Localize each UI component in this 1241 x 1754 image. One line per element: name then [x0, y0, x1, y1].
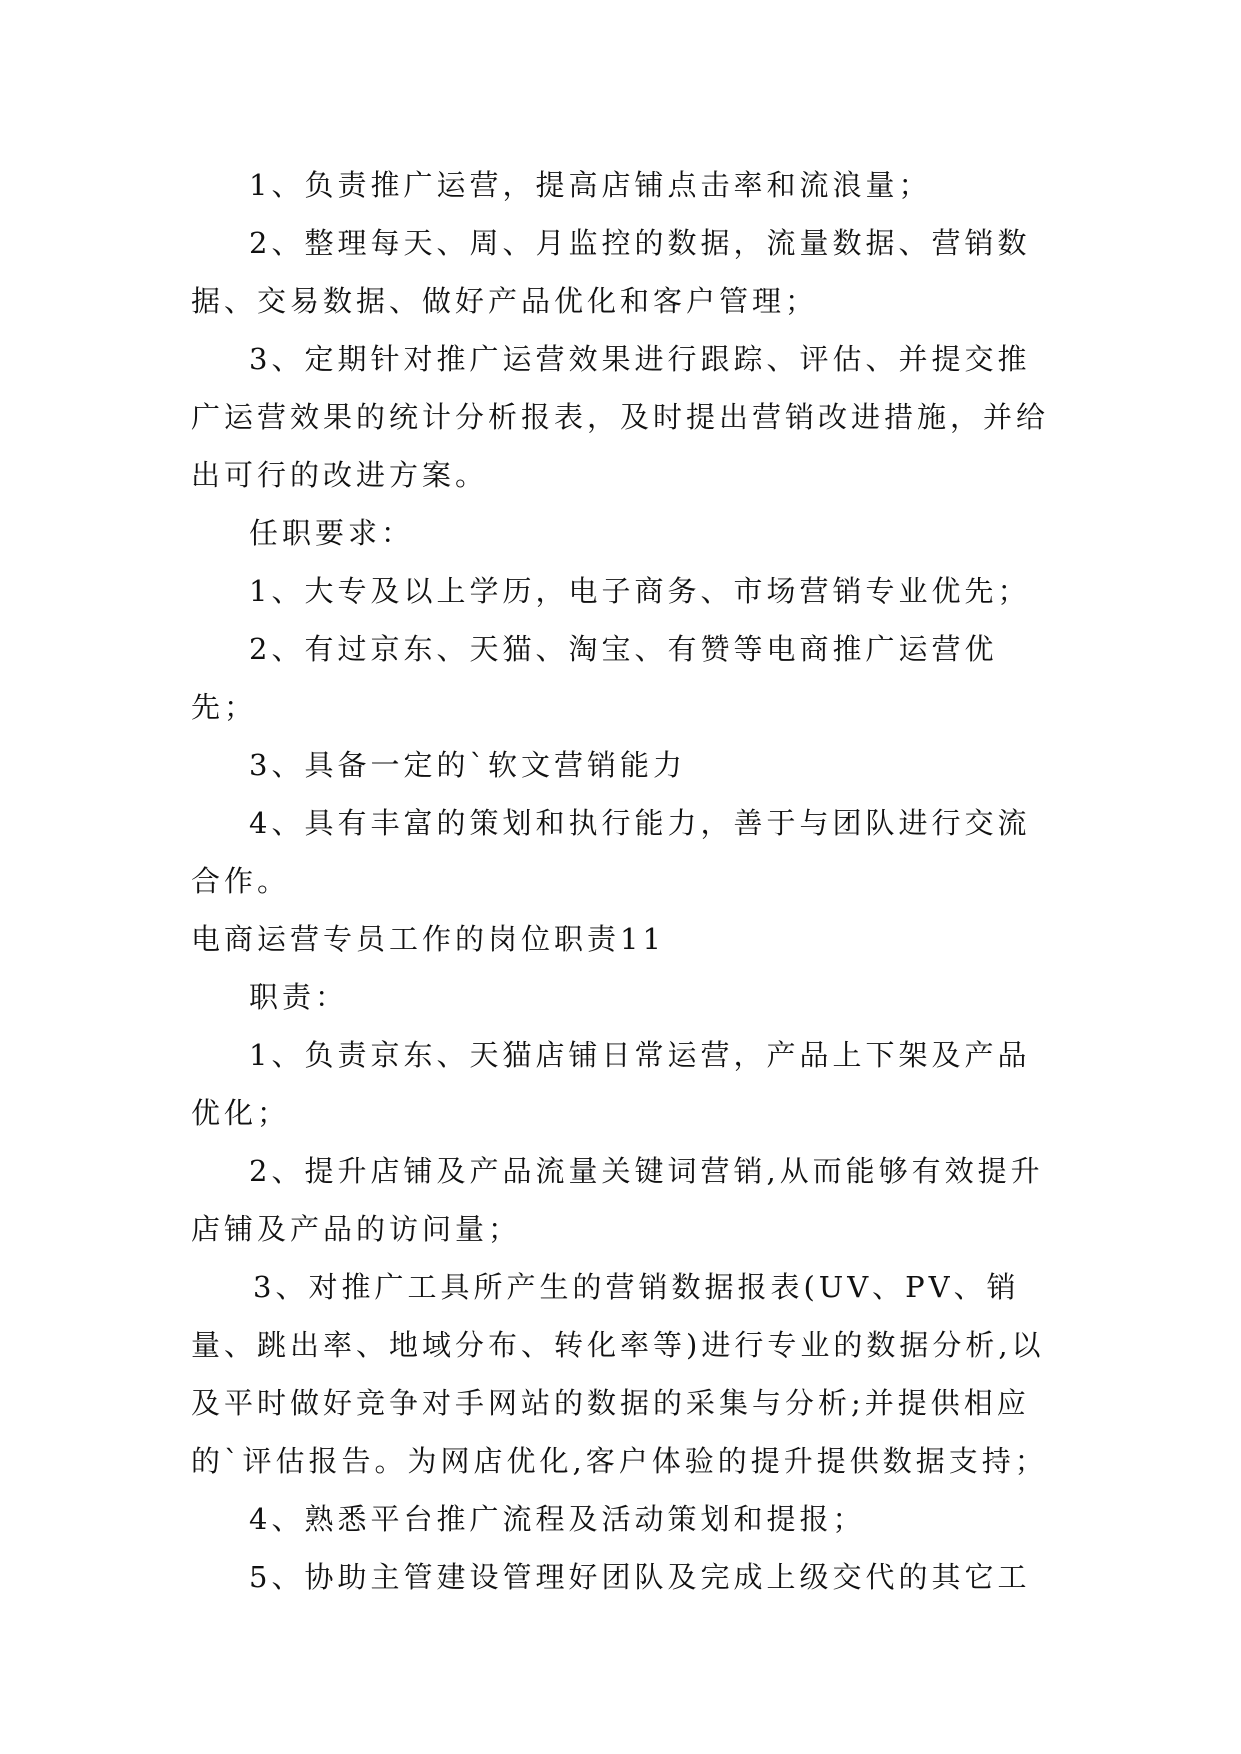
paragraph-requirement-2: 2、有过京东、天猫、淘宝、有赞等电商推广运营优先；	[191, 632, 998, 724]
paragraph-duty-b5: 5、协助主管建设管理好团队及完成上级交代的其它工	[249, 1560, 1031, 1594]
document-section-title: 电商运营专员工作的岗位职责11	[191, 922, 665, 956]
paragraph-duty-1: 1、负责推广运营，提高店铺点击率和流浪量；	[249, 168, 932, 202]
paragraph-duty-b4: 4、熟悉平台推广流程及活动策划和提报；	[249, 1502, 866, 1536]
paragraph-duty-b3: 3、对推广工具所产生的营销数据报表(UV、PV、销量、跳出率、地域分布、转化率等)进行专业的数据分析,以及平时做好竞争对手网站的数据的采集与分析;并提供相应的`评估报告。为网店优化,客户体验的提升提供数据支持；	[191, 1270, 1048, 1478]
paragraph-duty-b2: 2、提升店铺及产品流量关键词营销,从而能够有效提升店铺及产品的访问量；	[191, 1154, 1044, 1246]
paragraph-requirement-4: 4、具有丰富的策划和执行能力，善于与团队进行交流合作。	[191, 806, 1031, 898]
section-heading-requirements: 任职要求：	[249, 516, 415, 550]
paragraph-requirement-1: 1、大专及以上学历，电子商务、市场营销专业优先；	[249, 574, 1031, 608]
paragraph-duty-b1: 1、负责京东、天猫店铺日常运营，产品上下架及产品优化；	[191, 1038, 1031, 1130]
section-heading-duties: 职责：	[249, 980, 349, 1014]
paragraph-duty-2: 2、整理每天、周、月监控的数据，流量数据、营销数据、交易数据、做好产品优化和客户管理；	[191, 226, 1031, 318]
paragraph-duty-3: 3、定期针对推广运营效果进行跟踪、评估、并提交推广运营效果的统计分析报表，及时提出营销改进措施，并给出可行的改进方案。	[191, 342, 1050, 492]
paragraph-requirement-3: 3、具备一定的`软文营销能力	[249, 748, 686, 782]
document-body	[191, 156, 1051, 1606]
